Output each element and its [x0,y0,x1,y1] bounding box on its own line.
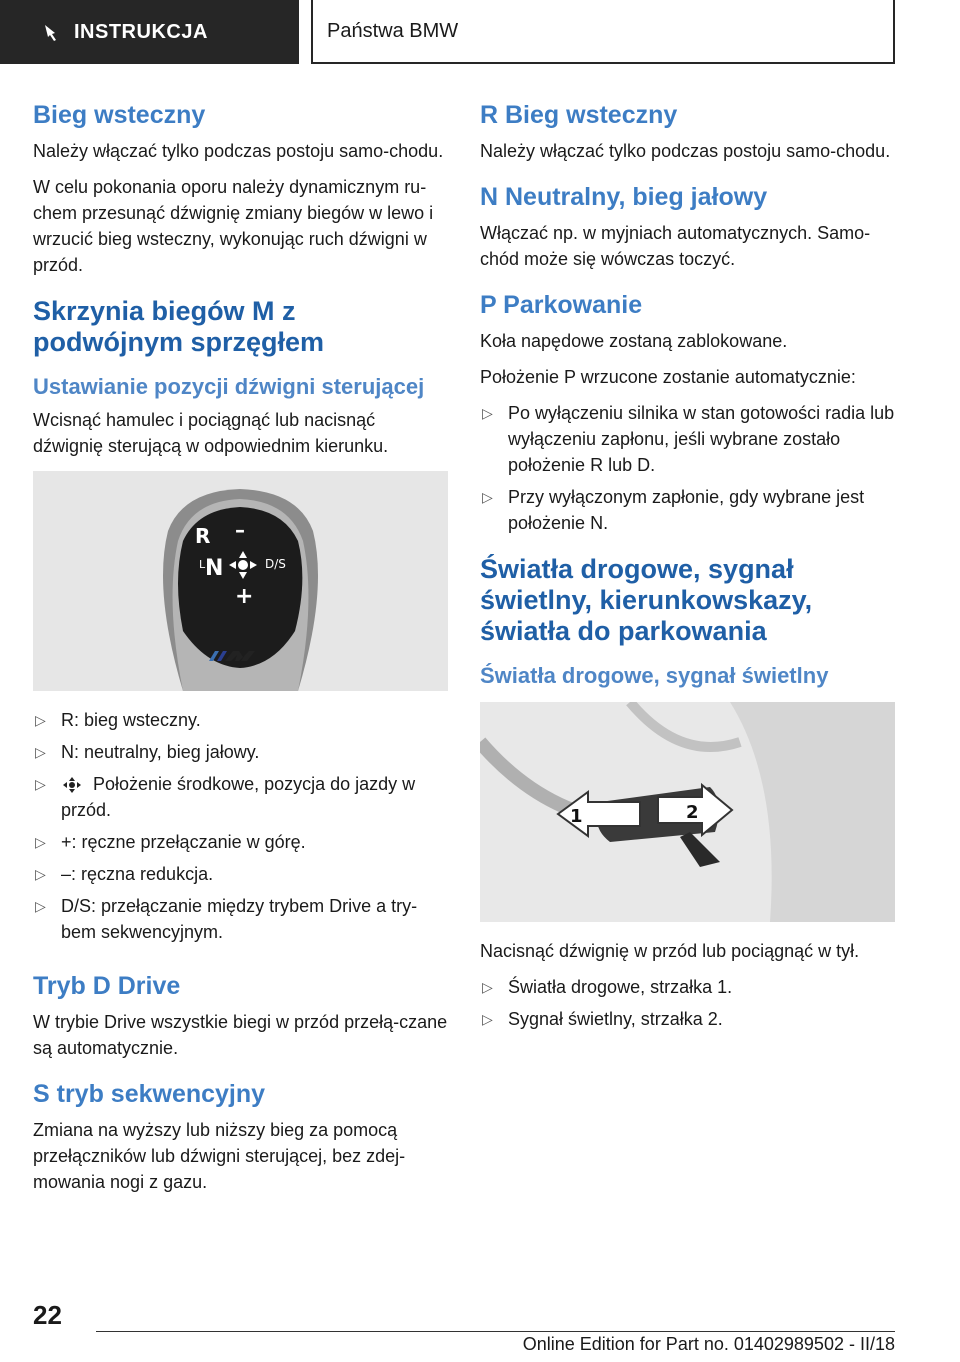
turn-signal-lever-image [480,702,895,922]
section-title: Tryb D Drive [33,972,181,1000]
instructions-tab-label: INSTRUKCJA [74,20,208,43]
triangle-bullet-icon: ▷ [35,898,46,914]
section-title: P Parkowanie [480,291,643,319]
knob-label-plus: + [235,584,254,609]
list-item: ▷ D/S: przełączanie między trybem Drive a try-bem sekwencyjnym. [33,893,448,945]
lights-list [480,974,895,1032]
triangle-bullet-icon: ▷ [35,744,46,760]
triangle-bullet-icon: ▷ [35,712,46,728]
paragraph: W trybie Drive wszystkie biegi w przód przełą-czane są automatycznie. [33,1012,448,1058]
section-n-neutral [480,182,895,272]
paragraph: W celu pokonania oporu należy dynamicznym ru-chem przesunąć dźwignię zmiany biegów w lewo i wrzucić bieg wsteczny, wykonując ruch dźwigni w przód. [33,177,434,275]
section-title: S tryb sekwencyjny [33,1080,266,1108]
knob-label-ds: D/S [265,557,286,571]
gear-knob-image [33,471,448,691]
list-item: ▷ Przy wyłączonym zapłonie, gdy wybrane jest położenie N. [480,484,895,536]
list-item: ▷ –: ręczna redukcja. [33,861,448,887]
paragraph: Położenie P wrzucone zostanie automatycznie: [480,367,856,387]
paragraph: Należy włączać tylko podczas postoju samo-chodu. [480,141,891,161]
paragraph: Zmiana na wyższy lub niższy bieg za pomocą przełączników lub dźwigni sterującej, bez zdej-mowania nogi z gazu. [33,1120,406,1192]
left-column [33,100,448,1213]
list-item: ▷ Sygnał świetlny, strzałka 2. [480,1006,895,1032]
paragraph: Należy włączać tylko podczas postoju samo-chodu. [33,141,444,161]
triangle-bullet-icon: ▷ [482,979,493,995]
footer-divider [96,1331,895,1332]
paragraph: Wcisnąć hamulec i pociągnąć lub nacisnąć dźwignię sterującą w odpowiednim kierunku. [33,410,389,456]
list-item: ▷ +: ręczne przełączanie w górę. [33,829,448,855]
knob-label-r: R [195,524,211,548]
section-title: R Bieg wsteczny [480,101,678,129]
paragraph: Nacisnąć dźwignię w przód lub pociągnąć w tył. [480,941,860,961]
park-conditions-list [480,400,895,536]
section-p-park [480,290,895,536]
chapter-title: Skrzynia biegów M z podwójnym sprzęgłem [33,296,325,357]
section-sequential [33,1079,448,1195]
right-column [480,100,895,1044]
instructions-tab[interactable] [0,0,299,64]
knob-label-minus: – [235,518,245,542]
edition-text: Online Edition for Part no. 01402989502 - II/18 [522,1334,895,1354]
triangle-bullet-icon: ▷ [35,776,46,792]
arrow-1-label: 1 [570,806,583,827]
brand-tab-label: Państwa BMW [327,19,459,42]
section-r-reverse [480,100,895,164]
list-item: ▷ Światła drogowe, strzałka 1. [480,974,895,1000]
lever-illustration [480,702,895,922]
gear-knob-illustration [33,471,448,691]
section-title: Bieg wsteczny [33,101,206,129]
triangle-bullet-icon: ▷ [482,1011,493,1027]
gear-positions-list [33,707,448,945]
list-item: ▷ Po wyłączeniu silnika w stan gotowości radia lub wyłączeniu zapłonu, jeśli wybrane zostało położenie R lub D. [480,400,895,478]
subsection-title: Światła drogowe, sygnał świetlny [480,663,829,688]
knob-label-n: N [205,556,224,581]
list-item: ▷ R: bieg wsteczny. [33,707,448,733]
arrow-2-label: 2 [686,802,699,823]
section-drive [33,971,448,1061]
triangle-bullet-icon: ▷ [35,866,46,882]
center-position-icon [61,776,83,794]
subsection-title: Ustawianie pozycji dźwigni sterującej [33,374,425,399]
knob-label-l: L [199,558,206,571]
list-item: ▷ Położenie środkowe, pozycja do jazdy w przód. [33,771,448,823]
chapter-title: Światła drogowe, sygnał świetlny, kierunkowskazy, światła do parkowania [480,554,813,646]
brand-tab[interactable] [311,0,895,64]
triangle-bullet-icon: ▷ [482,489,493,505]
triangle-bullet-icon: ▷ [482,405,493,421]
section-title: N Neutralny, bieg jałowy [480,183,768,211]
paragraph: Włączać np. w myjniach automatycznych. Samo-chód może się wówczas toczyć. [480,223,871,269]
list-item: ▷ N: neutralny, bieg jałowy. [33,739,448,765]
car-icon [42,22,62,42]
paragraph: Koła napędowe zostaną zablokowane. [480,331,788,351]
section-reverse [33,100,448,278]
triangle-bullet-icon: ▷ [35,834,46,850]
page-number: 22 [33,1300,62,1330]
